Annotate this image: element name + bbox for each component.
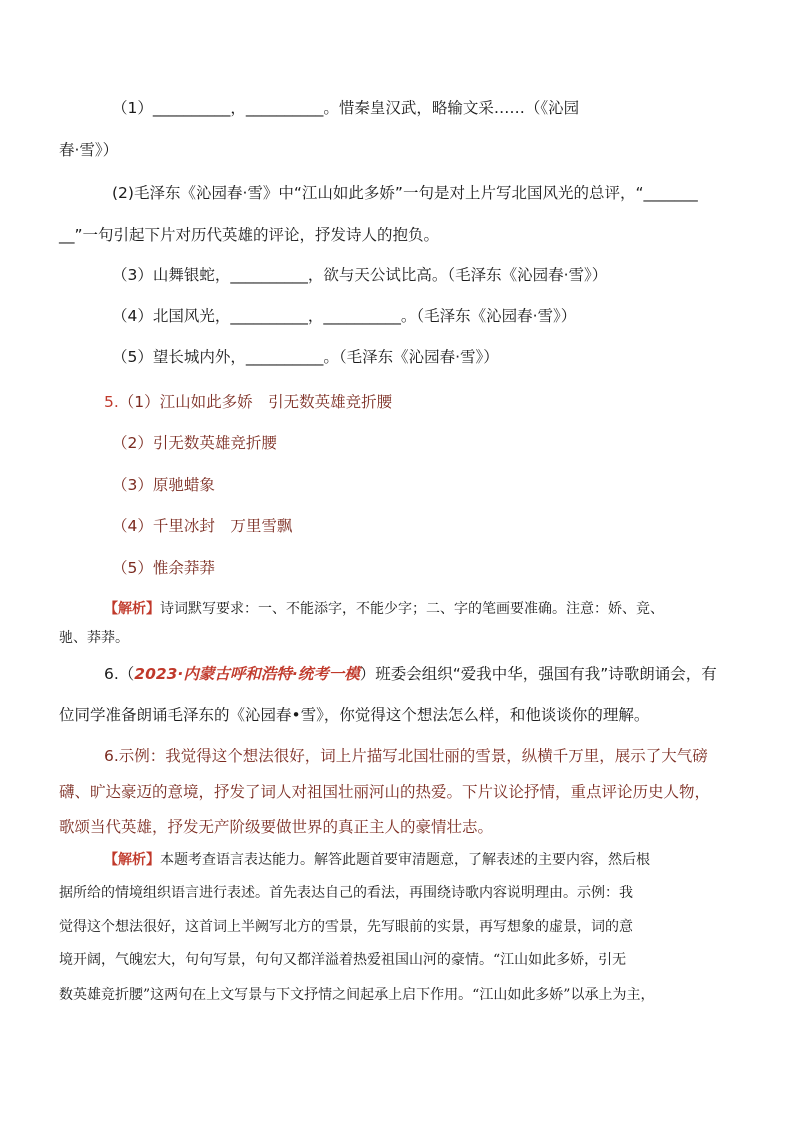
explanation-tag: 【解析】 [104, 601, 160, 617]
question-source: 2023·内蒙古呼和浩特·统考一模 [134, 665, 360, 683]
answer-6-line-1: 6.示例：我觉得这个想法很好，词上片描写北国壮丽的雪景，纵横千万里，展示了大气磅 [104, 747, 708, 765]
answer-5-line-2: （2）引无数英雄竞折腰 [112, 434, 277, 452]
q-line-5: （3）山舞银蛇，__________，欲与天公试比高。（毛泽东《沁园春·雪》） [112, 266, 608, 284]
explanation-6-line-4: 境开阔，气魄宏大，句句写景，句句又都洋溢着热爱祖国山河的豪情。“江山如此多娇，引无 [59, 952, 627, 968]
explanation-6-line-2: 据所给的情境组织语言进行表述。首先表达自己的看法，再围绕诗歌内容说明理由。示例：我 [59, 885, 633, 901]
q-line-7: （5）望长城内外，__________。（毛泽东《沁园春·雪》） [112, 348, 499, 366]
answer-5-line-1: 5.（1）江山如此多娇 引无数英雄竞折腰 [104, 393, 393, 411]
explanation-6-line-5: 数英雄竞折腰”这两句在上文写景与下文抒情之间起承上启下作用。“江山如此多娇”以承上为主， [59, 987, 655, 1003]
q-line-2: 春·雪》） [59, 141, 119, 159]
answer-5-line-3: （3）原驰蜡象 [112, 476, 215, 494]
explanation-5-line-1: 【解析】诗词默写要求：一、不能添字，不能少字；二、字的笔画要准确。注意：娇、竞、 [104, 601, 664, 617]
q-line-6: （4）北国风光，__________，__________。（毛泽东《沁园春·雪》） [112, 307, 577, 325]
q6-line-2: 位同学准备朗诵毛泽东的《沁园春•雪》，你觉得这个想法怎么样，和他谈谈你的理解。 [59, 706, 650, 724]
q-line-3: (2)毛泽东《沁园春·雪》中“江山如此多娇”一句是对上片写北国风光的总评，“_______ [112, 184, 698, 202]
q-line-4: __”一句引起下片对历代英雄的评论，抒发诗人的抱负。 [59, 226, 440, 244]
q6-line-1: 6.（2023·内蒙古呼和浩特·统考一模）班委会组织“爱我中华，强国有我”诗歌朗诵会，有 [104, 665, 717, 683]
answer-6-line-3: 歌颂当代英雄，抒发无产阶级要做世界的真正主人的豪情壮志。 [59, 818, 494, 836]
answer-5-line-4: （4）千里冰封 万里雪飘 [112, 517, 293, 535]
answer-5-line-5: （5）惟余莽莽 [112, 559, 215, 577]
q-line-1: （1）__________，__________。惜秦皇汉武，略输文采……（《沁园 [112, 99, 580, 117]
explanation-tag: 【解析】 [104, 852, 160, 868]
answer-5-number: 5. [104, 393, 119, 411]
explanation-6-line-1: 【解析】本题考查语言表达能力。解答此题首要审清题意，了解表述的主要内容，然后根 [104, 852, 650, 868]
explanation-6-line-3: 觉得这个想法很好，这首词上半阙写北方的雪景，先写眼前的实景，再写想象的虚景，词的意 [59, 919, 633, 935]
explanation-5-line-2: 驰、莽莽。 [59, 630, 129, 646]
answer-6-line-2: 礴、旷达豪迈的意境，抒发了词人对祖国壮丽河山的热爱。下片议论抒情，重点评论历史人物， [59, 783, 711, 801]
